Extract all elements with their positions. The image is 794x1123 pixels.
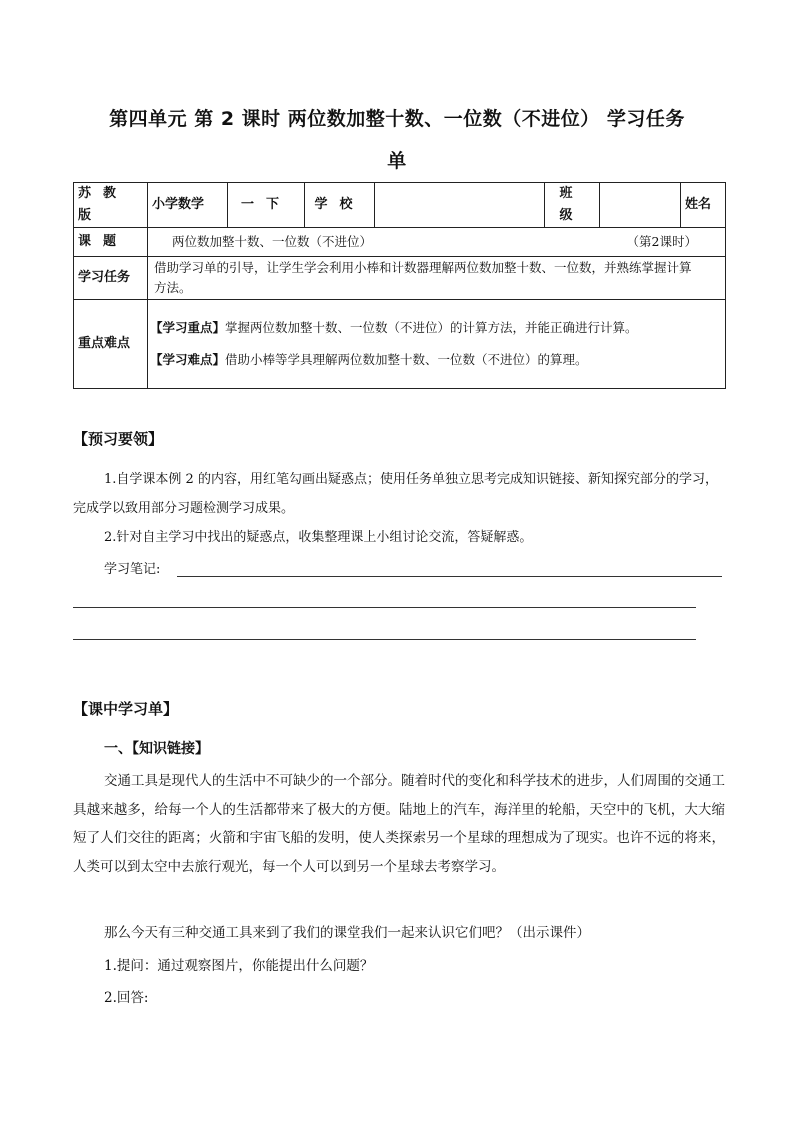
notes-line-2[interactable] — [73, 607, 696, 608]
lesson-cell — [148, 228, 726, 257]
class-field[interactable] — [600, 183, 681, 228]
difficulty-point — [150, 348, 723, 372]
knowledge-link-heading: 一、【知识链接】 — [104, 741, 209, 757]
notes-line-3[interactable] — [73, 639, 696, 640]
school-label: 学校 — [305, 183, 375, 228]
knowledge-paragraph: 交通工具是现代人的生活中不可缺少的一个部分。随着时代的变化和科学技术的进步，人们周围的交通工具越来越多，给每一个人的生活都带来了极大的方便。陆地上的汽车，海洋里的轮船，天空中的飞机，大大缩短了人们交往的距离；火箭和宇宙飞船的发明，使人类探索另一个星球的理想成为了现实。也许不远的将来，人类可以到太空中去旅行观光，每一个人可以到另一个星球去考察学习。 — [73, 773, 725, 875]
difficulty-tag: 【学习难点】 — [150, 352, 226, 367]
key-point-tag: 【学习重点】 — [150, 320, 226, 335]
publisher-cell: 苏教版 — [74, 183, 148, 228]
key-point-text: 掌握两位数加整十数、一位数（不进位）的计算方法，并能正确进行计算。 — [225, 320, 638, 335]
difficulty-text: 借助小棒等学具理解两位数加整十数、一位数（不进位）的算理。 — [225, 352, 588, 367]
grade-cell: 一下 — [228, 183, 305, 228]
preview-item-1: 1.自学课本例 2 的内容，用红笔勾画出疑惑点；使用任务单独立思考完成知识链接、新知探究部分的学习，完成学以致用部分习题检测学习成果。 — [73, 472, 718, 516]
name-label: 姓名 — [681, 183, 726, 228]
question-1: 1.提问：通过观察图片，你能提出什么问题？ — [104, 958, 374, 974]
lesson-label: 课题 — [74, 228, 148, 257]
page-title-continued: 单 — [387, 150, 407, 172]
task-label: 学习任务 — [74, 257, 148, 300]
key-point — [150, 316, 723, 340]
notes-line-1[interactable] — [177, 576, 722, 577]
intro-text: 那么今天有三种交通工具来到了我们的课堂我们一起来认识它们吧？（出示课件） — [104, 925, 590, 941]
in-class-heading: 【课中学习单】 — [73, 700, 179, 718]
preview-item-2: 2.针对自主学习中找出的疑惑点，收集整理课上小组讨论交流，答疑解惑。 — [104, 530, 533, 545]
notes-label: 学习笔记: — [104, 562, 161, 577]
lesson-hour: （第2课时） — [626, 234, 697, 249]
focus-cell — [148, 300, 726, 389]
school-field[interactable] — [375, 183, 545, 228]
task-value: 借助学习单的引导，让学生学会利用小棒和计数器理解两位数加整十数、一位数，并熟练掌握计算方法。 — [148, 257, 726, 300]
page-title: 第四单元 第 2 课时 两位数加整十数、一位数（不进位） 学习任务 — [109, 108, 685, 130]
preview-heading: 【预习要领】 — [73, 430, 164, 448]
lesson-value: 两位数加整十数、一位数（不进位） — [172, 234, 373, 249]
class-label: 班级 — [545, 183, 600, 228]
subject-cell: 小学数学 — [148, 183, 228, 228]
info-table — [73, 182, 726, 389]
focus-label: 重点难点 — [74, 300, 148, 389]
question-2: 2.回答: — [104, 990, 149, 1006]
